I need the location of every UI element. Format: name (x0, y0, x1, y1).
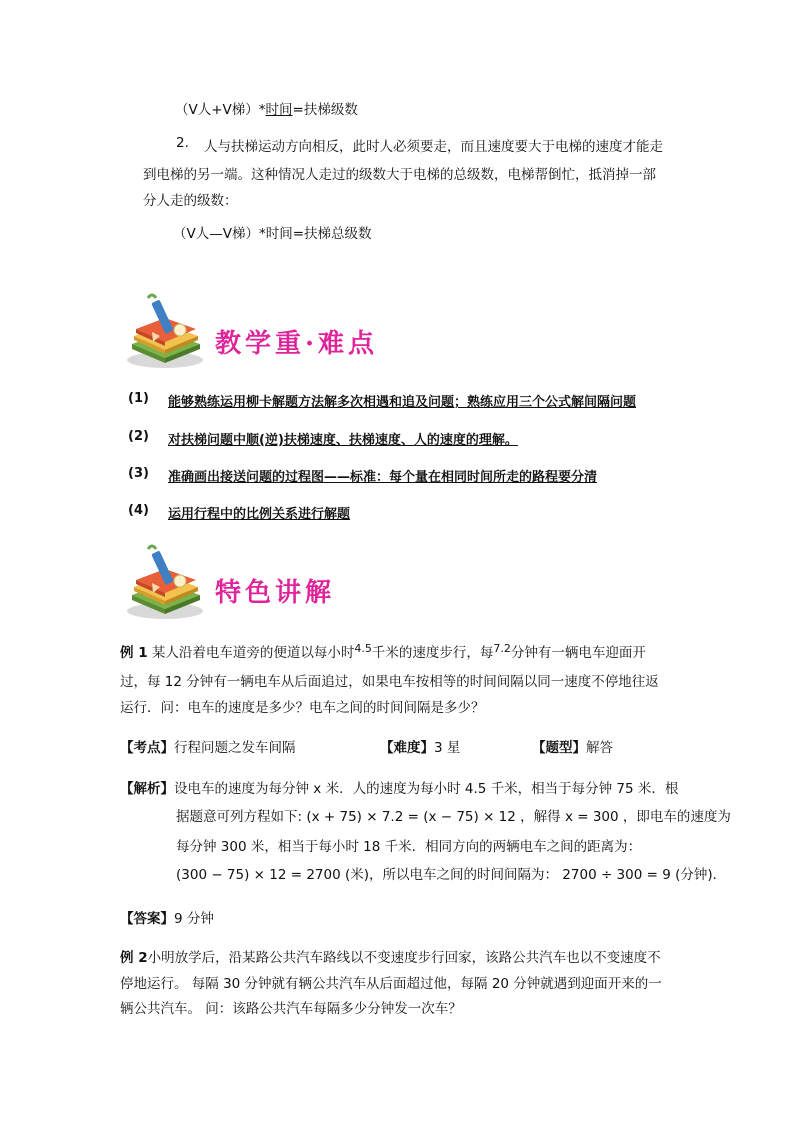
section-title-featured: 特色讲解 (215, 578, 336, 608)
point-3-number: (3) (128, 466, 149, 481)
example-1-line-2: 过，每 12 分钟有一辆电车从后面追过，如果电车按相等的时间间隔以同一速度不停地往返 (120, 674, 659, 690)
point-4-text: 运用行程中的比例关系进行解题 (168, 507, 351, 522)
point-4-number: (4) (128, 503, 149, 518)
point-1-text: 能够熟练运用柳卡解题方法解多次相遇和追及问题；熟练应用三个公式解间隔问题 (168, 395, 637, 410)
example-2-line-2: 停地运行。 每隔 30 分钟就有辆公共汽车从后面超过他，每隔 20 分钟就遇到迎面开来的一 (120, 976, 662, 992)
example-1-label: 例 1 (120, 645, 148, 661)
formula-2: （V人—V梯）*时间=扶梯总级数 (173, 226, 372, 242)
example-2-line-3: 辆公共汽车。 问：该路公共汽车每隔多少分钟发一次车？ (120, 1001, 462, 1017)
example-1-text-c: 分钟有一辆电车迎面开 (510, 645, 646, 661)
kaodian-label: 【考点】 (120, 740, 174, 756)
question-type (532, 736, 613, 756)
jiexi-label: 【解析】 (120, 781, 174, 797)
formula-1-post: =扶梯级数 (292, 102, 358, 118)
formula-1-time: 时间 (265, 102, 293, 118)
example-2-text-1: 小明放学后，沿某路公共汽车路线以不变速度步行回家，该路公共汽车也以不变速度不 (147, 950, 661, 966)
analysis-line-1 (120, 777, 678, 797)
item-2-line-3: 分人走的级数： (143, 193, 238, 209)
books-pencil-icon (120, 543, 210, 623)
example-1-speed-value: 4.5 (354, 642, 372, 655)
meta-row (120, 736, 296, 756)
example-1-text-a: 某人沿着电车道旁的便道以每小时 (151, 645, 355, 661)
item-2-number: 2. (176, 135, 189, 151)
example-1-line-3: 运行．问：电车的速度是多少？电车之间的时间间隔是多少？ (120, 700, 485, 716)
books-pencil-icon (120, 292, 210, 372)
example-2-line-1 (120, 946, 661, 966)
formula-1-pre: （V人+V梯）* (175, 102, 266, 118)
section-title-key-points: 教学重·难点 (215, 329, 379, 359)
tixing-label: 【题型】 (532, 740, 586, 756)
point-1-number: (1) (128, 391, 149, 406)
tixing-value: 解答 (586, 740, 613, 756)
item-2-line-2: 到电梯的另一端。这种情况人走过的级数大于电梯的总级数，电梯帮倒忙，抵消掉一部 (143, 167, 656, 183)
example-1-minutes-value: 7.2 (493, 642, 511, 655)
analysis-line-4: (300 − 75) × 12 = 2700 (米)，所以电车之间的时间间隔为： 2700 ÷ 300 = 9 (分钟)． (176, 867, 727, 883)
example-1-line-1 (120, 641, 646, 661)
point-2-text: 对扶梯问题中顺(逆)扶梯速度、扶梯速度、人的速度的理解。 (168, 433, 518, 448)
kaodian-value: 行程问题之发车间隔 (174, 740, 296, 756)
difficulty (380, 736, 460, 756)
daan-label: 【答案】 (120, 911, 174, 927)
point-3-text: 准确画出接送问题的过程图——标准：每个量在相同时间所走的路程要分清 (168, 470, 598, 485)
example-2-label: 例 2 (120, 950, 148, 966)
formula-1 (175, 98, 358, 118)
example-1-text-b: 千米的速度步行，每 (371, 645, 494, 661)
point-2-number: (2) (128, 429, 149, 444)
answer-row (120, 907, 214, 927)
jiexi-text-1: 设电车的速度为每分钟 x 米．人的速度为每小时 4.5 千米，相当于每分钟 75 米．根 (174, 781, 679, 797)
daan-value: 9 分钟 (174, 911, 214, 927)
nandu-label: 【难度】 (380, 740, 434, 756)
analysis-line-3: 每分钟 300 米，相当于每小时 18 千米．相同方向的两辆电车之间的距离为： (176, 839, 642, 855)
nandu-value: 3 星 (434, 740, 461, 756)
analysis-line-2: 据题意可列方程如下: (x + 75) × 7.2 = (x − 75) × 12 ，解得 x = 300 ，即电车的速度为 (176, 809, 731, 825)
item-2-line-1: 人与扶梯运动方向相反，此时人必须要走，而且速度要大于电梯的速度才能走 (204, 139, 663, 155)
